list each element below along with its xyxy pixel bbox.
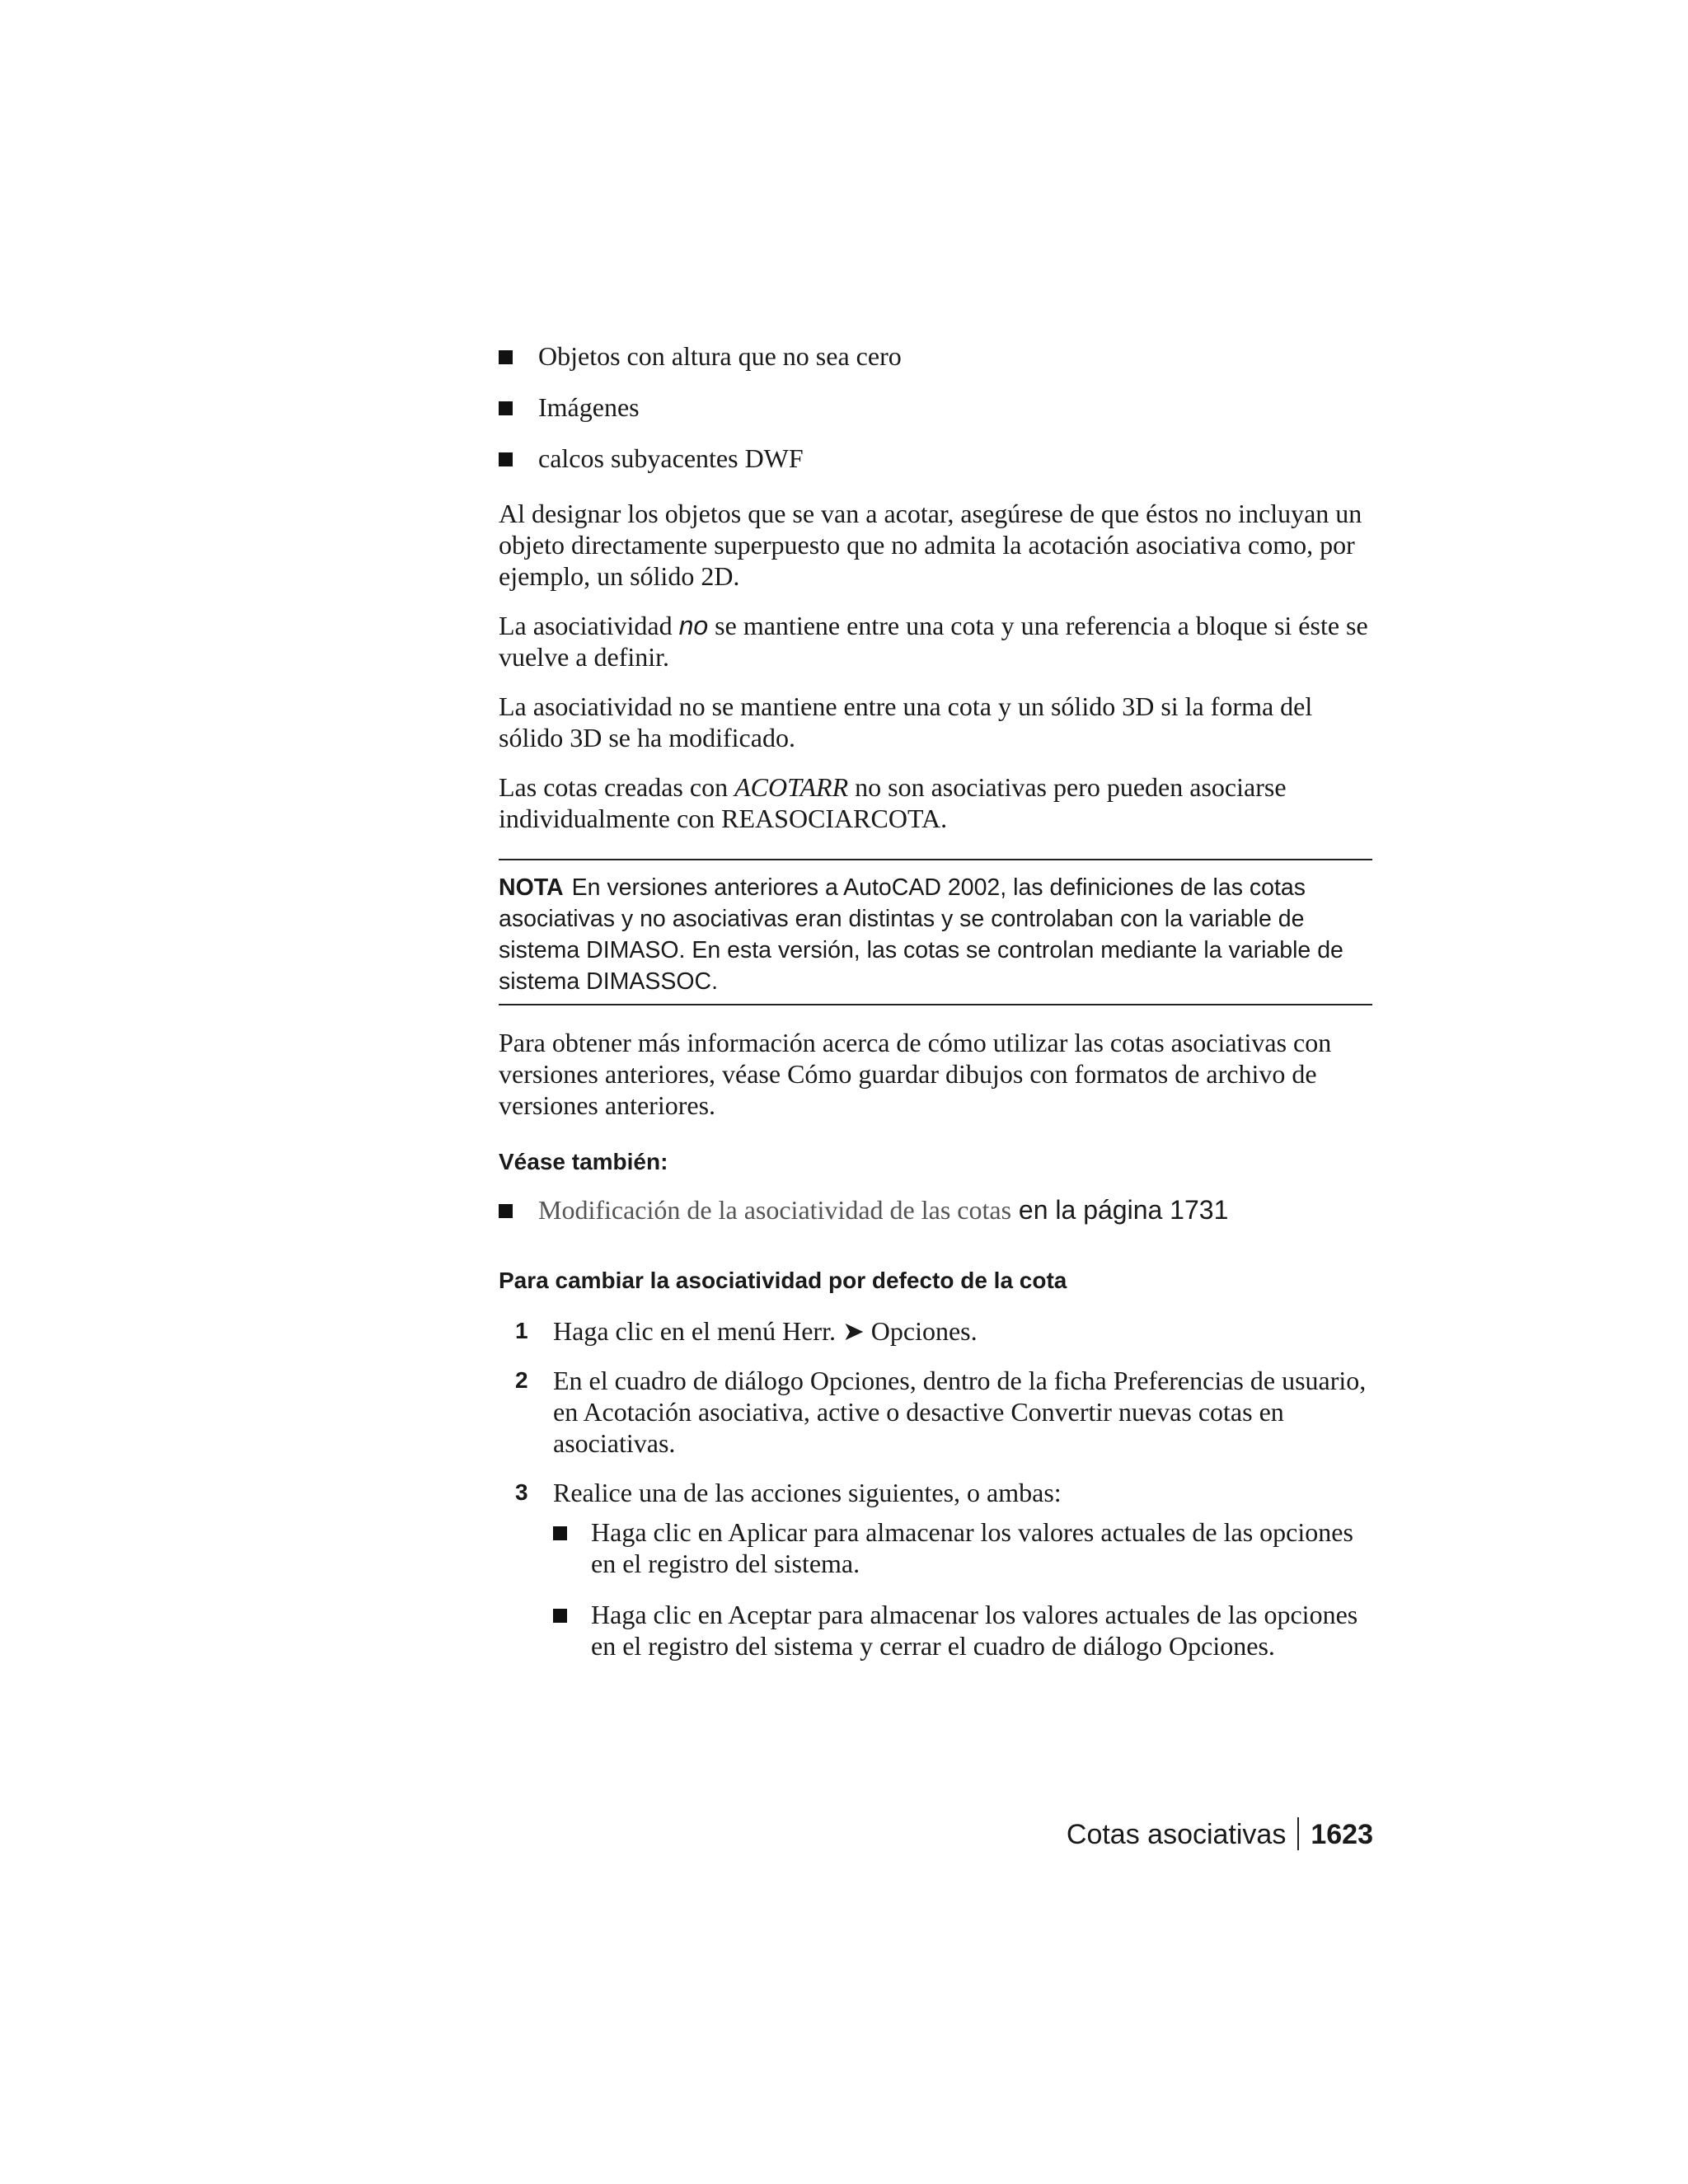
step-item bbox=[499, 1477, 1372, 1661]
step-number: 1 bbox=[515, 1318, 528, 1343]
text-run: Haga clic en el menú Herr. bbox=[553, 1316, 842, 1346]
note-text: En versiones anteriores a AutoCAD 2002, las definiciones de las cotas asociativas y no asociativas eran distintas y se controlaban con la variable de sistema DIMASO. En esta versión, las cotas se controlan mediante la variable de sistema DIMASSOC. bbox=[499, 874, 1343, 995]
step-item bbox=[499, 1315, 1372, 1347]
square-bullet-icon bbox=[553, 1609, 567, 1623]
step-sub-bullets bbox=[553, 1516, 1372, 1661]
list-item bbox=[499, 340, 1372, 373]
see-also-list bbox=[499, 1193, 1372, 1226]
footer-divider bbox=[1297, 1817, 1299, 1850]
page-footer bbox=[1067, 1816, 1373, 1855]
list-item-text: Haga clic en Aplicar para almacenar los valores actuales de las opciones en el registro del sistema. bbox=[591, 1517, 1353, 1578]
page-content bbox=[499, 340, 1372, 1681]
list-item-text: Imágenes bbox=[538, 392, 640, 422]
list-item bbox=[553, 1516, 1372, 1579]
emphasis-text: no bbox=[678, 611, 709, 640]
square-bullet-icon bbox=[553, 1526, 567, 1540]
top-bullet-list bbox=[499, 340, 1372, 475]
list-item bbox=[499, 391, 1372, 424]
text-run: se mantiene entre una cota y una referencia a bloque si éste se vuelve a definir. bbox=[499, 611, 1368, 672]
procedure-steps bbox=[499, 1315, 1372, 1661]
paragraph-select-objects: Al designar los objetos que se van a acotar, asegúrese de que éstos no incluyan un objeto directamente superpuesto que no admita la acotación asociativa como, por ejemplo, un sólido 2D. bbox=[499, 499, 1362, 591]
procedure-heading: Para cambiar la asociatividad por defecto de la cota bbox=[499, 1268, 1067, 1293]
list-item-text: Objetos con altura que no sea cero bbox=[538, 341, 902, 371]
step-number: 2 bbox=[515, 1367, 528, 1393]
paragraph-more-info: Para obtener más información acerca de cómo utilizar las cotas asociativas con versiones anteriores, véase Cómo guardar dibujos con formatos de archivo de versiones anteriores. bbox=[499, 1028, 1332, 1120]
menu-arrow-icon: ➤ bbox=[842, 1316, 865, 1346]
list-item bbox=[499, 442, 1372, 475]
step-text: En el cuadro de diálogo Opciones, dentro de la ficha Preferencias de usuario, en Acotación asociativa, active o desactive Convertir nuevas cotas en asociativas. bbox=[553, 1366, 1367, 1458]
square-bullet-icon bbox=[499, 1204, 513, 1218]
square-bullet-icon bbox=[499, 452, 513, 466]
text-run: no son asociativas pero pueden asociarse individualmente con REASOCIARCOTA. bbox=[499, 772, 1287, 833]
footer-section-title: Cotas asociativas bbox=[1066, 1819, 1287, 1850]
paragraph-acotarr bbox=[499, 771, 1372, 834]
list-item-text: Haga clic en Aceptar para almacenar los valores actuales de las opciones en el registro del sistema y cerrar el cuadro de diálogo Opciones. bbox=[591, 1600, 1358, 1661]
text-run: La asociatividad bbox=[499, 611, 679, 640]
text-run: Las cotas creadas con bbox=[499, 772, 735, 802]
see-also-link[interactable]: Modificación de la asociatividad de las cotas bbox=[538, 1195, 1012, 1225]
note-box bbox=[499, 859, 1372, 1005]
page-reference: en la página 1731 bbox=[1011, 1195, 1229, 1225]
see-also-heading: Véase también: bbox=[499, 1149, 668, 1174]
square-bullet-icon bbox=[499, 350, 513, 364]
step-text: Realice una de las acciones siguientes, o ambas: bbox=[553, 1478, 1062, 1507]
list-item-text: calcos subyacentes DWF bbox=[538, 443, 804, 473]
step-number: 3 bbox=[515, 1479, 528, 1505]
list-item bbox=[499, 1193, 1372, 1226]
page-number: 1623 bbox=[1311, 1819, 1373, 1850]
text-run: Opciones. bbox=[864, 1316, 978, 1346]
step-item bbox=[499, 1365, 1372, 1459]
list-item bbox=[553, 1599, 1372, 1661]
square-bullet-icon bbox=[499, 401, 513, 415]
paragraph-block-reference bbox=[499, 610, 1372, 673]
paragraph-solid-3d: La asociatividad no se mantiene entre una cota y un sólido 3D si la forma del sólido 3D se ha modificado. bbox=[499, 691, 1313, 752]
emphasis-text: ACOTARR bbox=[734, 772, 849, 802]
step-text bbox=[553, 1315, 1372, 1347]
note-label: NOTA bbox=[499, 874, 564, 901]
